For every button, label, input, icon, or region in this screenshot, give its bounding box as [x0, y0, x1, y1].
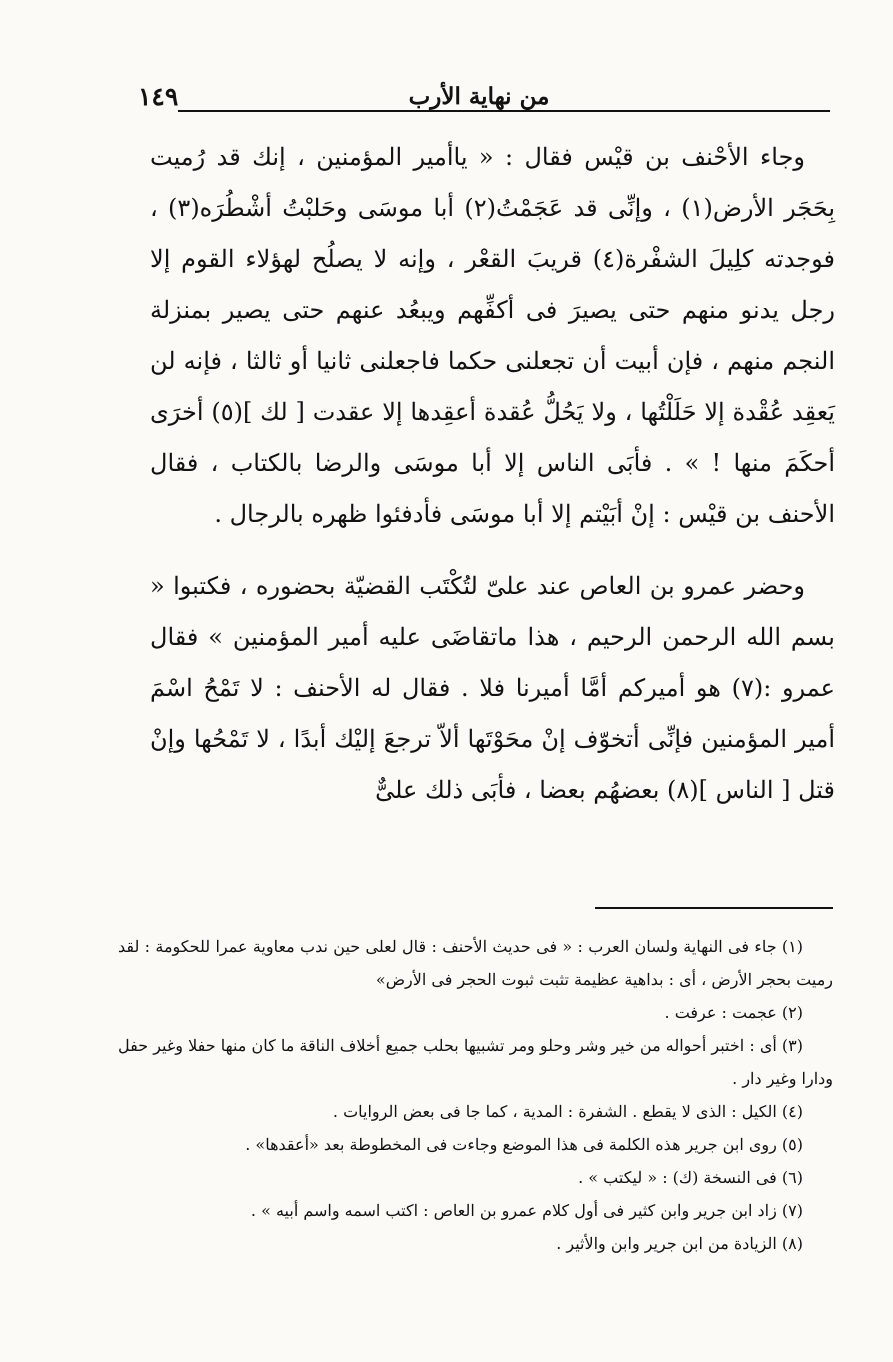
footnote-7: (٧) زاد ابن جرير وابن كثير فى أول كلام عمرو بن العاص : اكتب اسمه واسم أبيه » . [250, 1201, 803, 1220]
footnote-6: (٦) فى النسخة (ك) : « ليكتب » . [578, 1168, 803, 1187]
footnote-2: (٢) عجمت : عرفت . [664, 1003, 803, 1022]
footnotes [118, 930, 833, 1260]
header-title: من نهاية الأرب [408, 83, 550, 110]
main-text [150, 132, 835, 816]
paragraph-amr: وحضر عمرو بن العاص عند علىّ لتُكْتَب القضيّة بحضوره ، فكتبوا « بسم الله الرحمن الرحيم ، هذا ماتقاضَى عليه أمير المؤمنين » فقال عمرو :(٧) هو أميركم أمَّا أميرنا فلا . فقال له الأحنف : لا تَمْحُ اسْمَ أمير المؤمنين فإنِّى أتخوّف إنْ محَوْتَها ألاّ ترجعَ إليْك أبدًا ، لا تَمْحُها وإنْ قتل [ الناس ](٨) بعضهُم بعضا ، فأبَى ذلك علىٌّ [150, 572, 835, 804]
paragraph-ahnaf: وجاء الأحْنف بن قيْس فقال : « ياأمير المؤمنين ، إنك قد رُميت بِحَجَر الأرض(١) ، وإنِّى قد عَجَمْتُ(٢) أبا موسَى وحَلبْتُ أشْطُرَه(٣) ، فوجدته كلِيلَ الشفْرة(٤) قريبَ القعْر ، وإنه لا يصلُح لهؤلاء القوم إلا رجل يدنو منهم حتى يصيرَ فى أكفِّهم ويبعُد عنهم حتى يصير بمنزلة النجم منهم ، فإن أبيت أن تجعلنى حكما فاجعلنى ثانيا أو ثالثا ، فإنه لن يَعقِد عُقْدة إلا حَلَلْتُها ، ولا يَحُلُّ عُقدة أعقِدها إلا عقدت [ لك ](٥) أخرَى أحكَمَ منها ! » . فأبَى الناس إلا أبا موسَى والرضا بالكتاب ، فقال الأحنف بن قيْس : إنْ أبَيْتم إلا أبا موسَى فأدفئوا ظهره بالرجال . [150, 143, 836, 528]
footnote-1: (١) جاء فى النهاية ولسان العرب : « فى حديث الأحنف : قال لعلى حين ندب معاوية عمرا للحكومة : لقد رميت بحجر الأرض ، أى : بداهية عظيمة تثبت ثبوت الحجر فى الأرض» [118, 937, 833, 989]
page-number: ١٤٩ [138, 82, 179, 111]
footnote-8: (٨) الزيادة من ابن جرير وابن والأثير . [556, 1234, 803, 1253]
footnote-4: (٤) الكيل : الذى لا يقطع . الشفرة : المدية ، كما جا فى بعض الروايات . [332, 1102, 803, 1121]
footnote-5: (٥) روى ابن جرير هذه الكلمة فى هذا الموضع وجاءت فى المخطوطة بعد «أعقدها» . [245, 1135, 803, 1154]
footnote-rule [595, 907, 833, 909]
header-rule [178, 110, 830, 112]
footnote-3: (٣) أى : اختبر أحواله من خير وشر وحلو ومر تشبيها بحلب جميع أخلاف الناقة ما كان منها حفلا وغير حفل ودارا وغير دار . [118, 1036, 833, 1088]
